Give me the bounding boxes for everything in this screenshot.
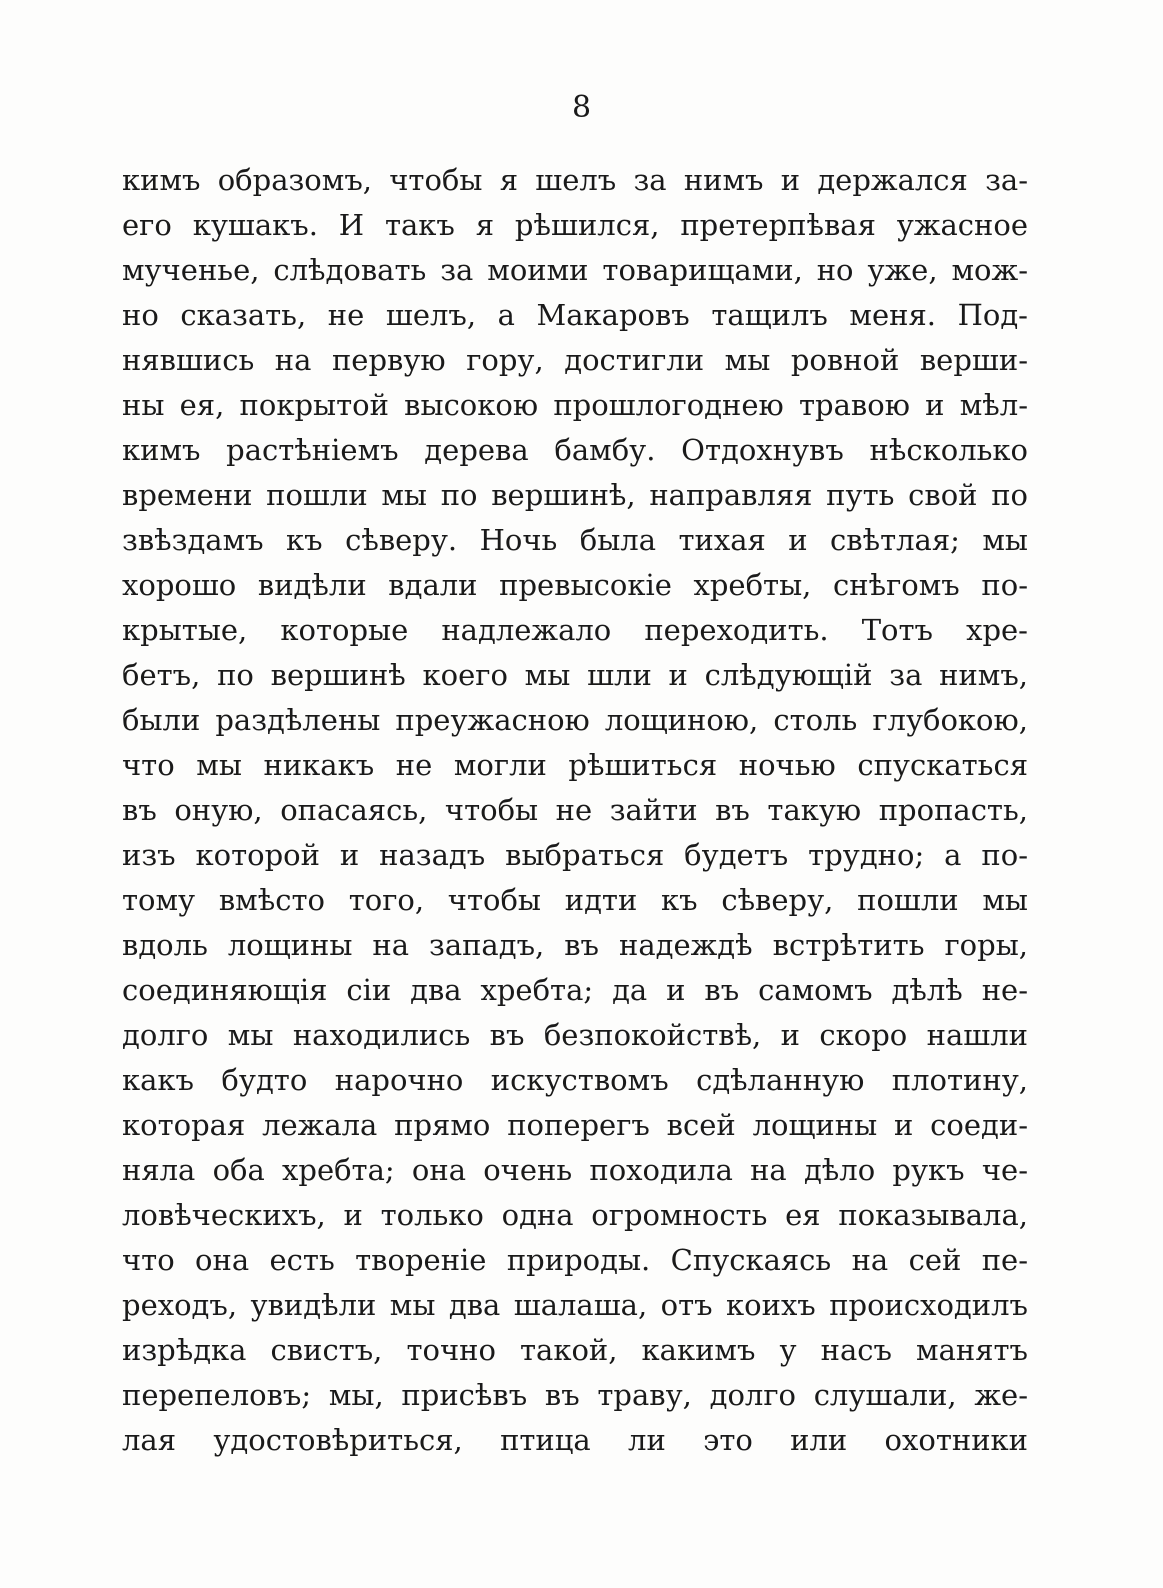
text-line: кимъ растѣніемъ дерева бамбу. Отдохнувъ нѣсколько: [122, 433, 1028, 467]
text-line: крытые, которые надлежало переходить. Тотъ хре-: [122, 613, 1028, 647]
text-line: соединяющія сіи два хребта; да и въ самомъ дѣлѣ не-: [122, 973, 1028, 1007]
text-line: изъ которой и назадъ выбраться будетъ трудно; а по-: [122, 838, 1028, 872]
text-line: звѣздамъ къ сѣверу. Ночь была тихая и свѣтлая; мы: [122, 523, 1028, 557]
text-line: какъ будто нарочно искуствомъ сдѣланную плотину,: [122, 1063, 1028, 1097]
text-line: что она есть твореніе природы. Спускаясь на сей пе-: [122, 1243, 1028, 1277]
page-number: 8: [571, 90, 592, 125]
text-line: ны ея, покрытой высокою прошлогоднею травою и мѣл-: [122, 388, 1028, 422]
text-line: бетъ, по вершинѣ коего мы шли и слѣдующій за нимъ,: [122, 658, 1028, 692]
text-line: изрѣдка свистъ, точно такой, какимъ у насъ манятъ: [122, 1333, 1028, 1367]
text-line: которая лежала прямо поперегъ всей лощины и соеди-: [122, 1108, 1028, 1142]
text-line: вдоль лощины на западъ, въ надеждѣ встрѣтить горы,: [122, 928, 1028, 962]
text-line: нявшись на первую гору, достигли мы ровной верши-: [122, 343, 1028, 377]
text-line: времени пошли мы по вершинѣ, направляя путь свой по: [122, 478, 1028, 512]
text-line: въ оную, опасаясь, чтобы не зайти въ такую пропасть,: [122, 793, 1028, 827]
text-line: ловѣческихъ, и только одна огромность ея показывала,: [122, 1198, 1028, 1232]
text-line: тому вмѣсто того, чтобы идти къ сѣверу, пошли мы: [122, 883, 1028, 917]
text-line: няла оба хребта; она очень походила на дѣло рукъ че-: [122, 1153, 1028, 1187]
text-line: долго мы находились въ безпокойствѣ, и скоро нашли: [122, 1018, 1028, 1052]
text-line: реходъ, увидѣли мы два шалаша, отъ коихъ происходилъ: [122, 1288, 1028, 1322]
text-line: его кушакъ. И такъ я рѣшился, претерпѣвая ужасное: [122, 208, 1028, 242]
text-line: были раздѣлены преужасною лощиною, столь глубокою,: [122, 703, 1028, 737]
text-line: перепеловъ; мы, присѣвъ въ траву, долго слушали, же-: [122, 1378, 1028, 1412]
text-line: но сказать, не шелъ, а Макаровъ тащилъ меня. Под-: [122, 298, 1028, 332]
text-line: хорошо видѣли вдали превысокіе хребты, снѣгомъ по-: [122, 568, 1028, 602]
text-line: что мы никакъ не могли рѣшиться ночью спускаться: [122, 748, 1028, 782]
body-text: [122, 158, 1028, 1463]
text-line: кимъ образомъ, чтобы я шелъ за нимъ и держался за-: [122, 163, 1028, 197]
text-line: мученье, слѣдовать за моими товарищами, но уже, мож-: [122, 253, 1028, 287]
text-line: лая удостовѣриться, птица ли это или охотники: [122, 1423, 1028, 1457]
